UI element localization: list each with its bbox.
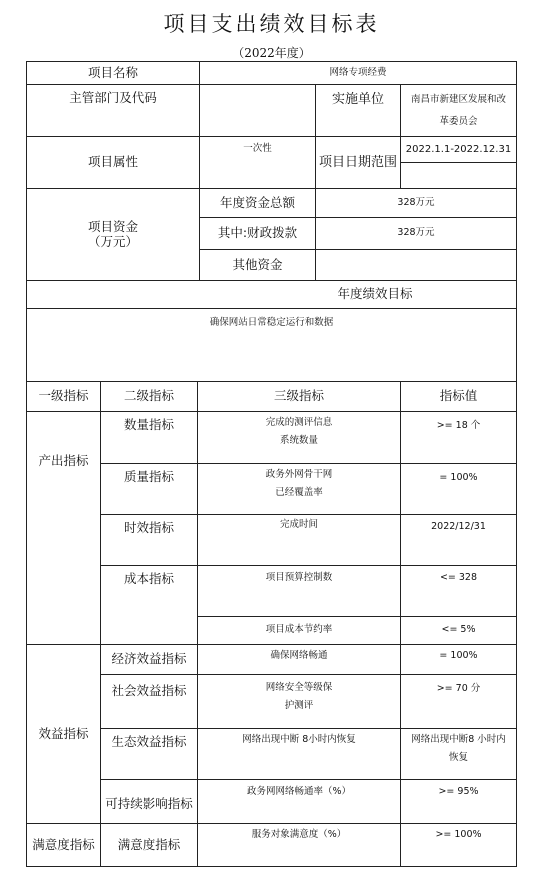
indicator-value: <= 328 xyxy=(439,572,478,583)
indicator-level3: 政务网网络畅通率（%） xyxy=(246,786,352,797)
table-divider xyxy=(400,162,517,163)
indicator-level3: 服务对象满意度（%） xyxy=(251,829,347,840)
other-funds-label: 其他资金 xyxy=(232,256,283,272)
header-level3: 三级指标 xyxy=(273,388,324,404)
indicator-level3: 项目预算控制数 xyxy=(265,572,333,583)
header-value: 指标值 xyxy=(439,388,478,404)
indicator-value: >= 70 分 xyxy=(436,683,481,694)
annual-goal-value: 确保网站日常稳定运行和数据 xyxy=(209,317,334,328)
page-title: 项目支出绩效目标表 xyxy=(163,12,380,36)
indicator-value: 2022/12/31 xyxy=(431,521,486,532)
header-level1: 一级指标 xyxy=(38,388,89,404)
indicator-level3: 政务外网骨干网 已经覆盖率 xyxy=(265,469,333,499)
indicator-level3: 网络安全等级保 护测评 xyxy=(265,682,333,712)
indicator-value: 网络出现中断8 小时内 恢复 xyxy=(411,734,506,764)
year-label: （2022年度） xyxy=(232,46,311,60)
impl-unit-label: 实施单位 xyxy=(331,92,384,108)
table-divider xyxy=(26,280,517,281)
project-name-value: 网络专项经费 xyxy=(329,66,387,78)
indicator-level2: 可持续影响指标 xyxy=(105,795,193,811)
indicator-level2: 满意度指标 xyxy=(117,836,181,852)
indicator-level2: 社会效益指标 xyxy=(111,683,187,698)
benefit-indicator-label: 效益指标 xyxy=(38,725,89,741)
output-indicator-label: 产出指标 xyxy=(38,452,89,468)
indicator-level2: 时效指标 xyxy=(123,520,174,535)
indicator-value: <= 5% xyxy=(441,624,476,636)
indicator-value: >= 95% xyxy=(438,786,479,797)
other-funds-value xyxy=(316,250,516,280)
indicator-level3: 完成的测评信息 系统数量 xyxy=(265,417,333,447)
header-level2: 二级指标 xyxy=(123,388,174,404)
indicator-value: = 100% xyxy=(439,650,478,661)
annual-goal-label: 年度绩效目标 xyxy=(337,286,413,302)
indicator-value: >= 18 个 xyxy=(436,420,481,431)
period-label: 项目日期范围 xyxy=(318,154,397,170)
indicator-level2: 质量指标 xyxy=(123,469,174,484)
project-attr-value: 一次性 xyxy=(243,143,272,154)
table-border xyxy=(516,61,517,867)
dept-value xyxy=(200,85,315,136)
satisfaction-indicator-label: 满意度指标 xyxy=(32,836,95,852)
indicator-level3: 项目成本节约率 xyxy=(265,624,333,636)
annual-total-label: 年度资金总额 xyxy=(219,194,295,210)
indicator-level3: 网络出现中断 8小时内恢复 xyxy=(242,734,356,745)
indicator-level2: 经济效益指标 xyxy=(111,651,187,667)
indicator-level2: 成本指标 xyxy=(123,571,174,586)
project-name-label: 项目名称 xyxy=(87,64,138,80)
funds-label: 项目资金 （万元） xyxy=(87,219,138,249)
fiscal-value: 328万元 xyxy=(397,227,435,239)
period-value: 2022.1.1-2022.12.31 xyxy=(405,143,512,155)
indicator-value: = 100% xyxy=(439,472,478,483)
dept-label: 主管部门及代码 xyxy=(69,89,157,105)
annual-total-value: 328万元 xyxy=(397,196,435,208)
impl-unit-value: 南昌市新建区发展和改 革委员会 xyxy=(410,93,506,127)
fiscal-label: 其中:财政拨款 xyxy=(217,225,298,241)
project-attr-label: 项目属性 xyxy=(87,154,138,170)
indicator-level3: 完成时间 xyxy=(279,519,318,530)
indicator-level3: 确保网络畅通 xyxy=(270,650,328,661)
indicator-level2: 数量指标 xyxy=(123,417,174,432)
indicator-value: >= 100% xyxy=(435,829,482,840)
indicator-level2: 生态效益指标 xyxy=(111,734,187,749)
